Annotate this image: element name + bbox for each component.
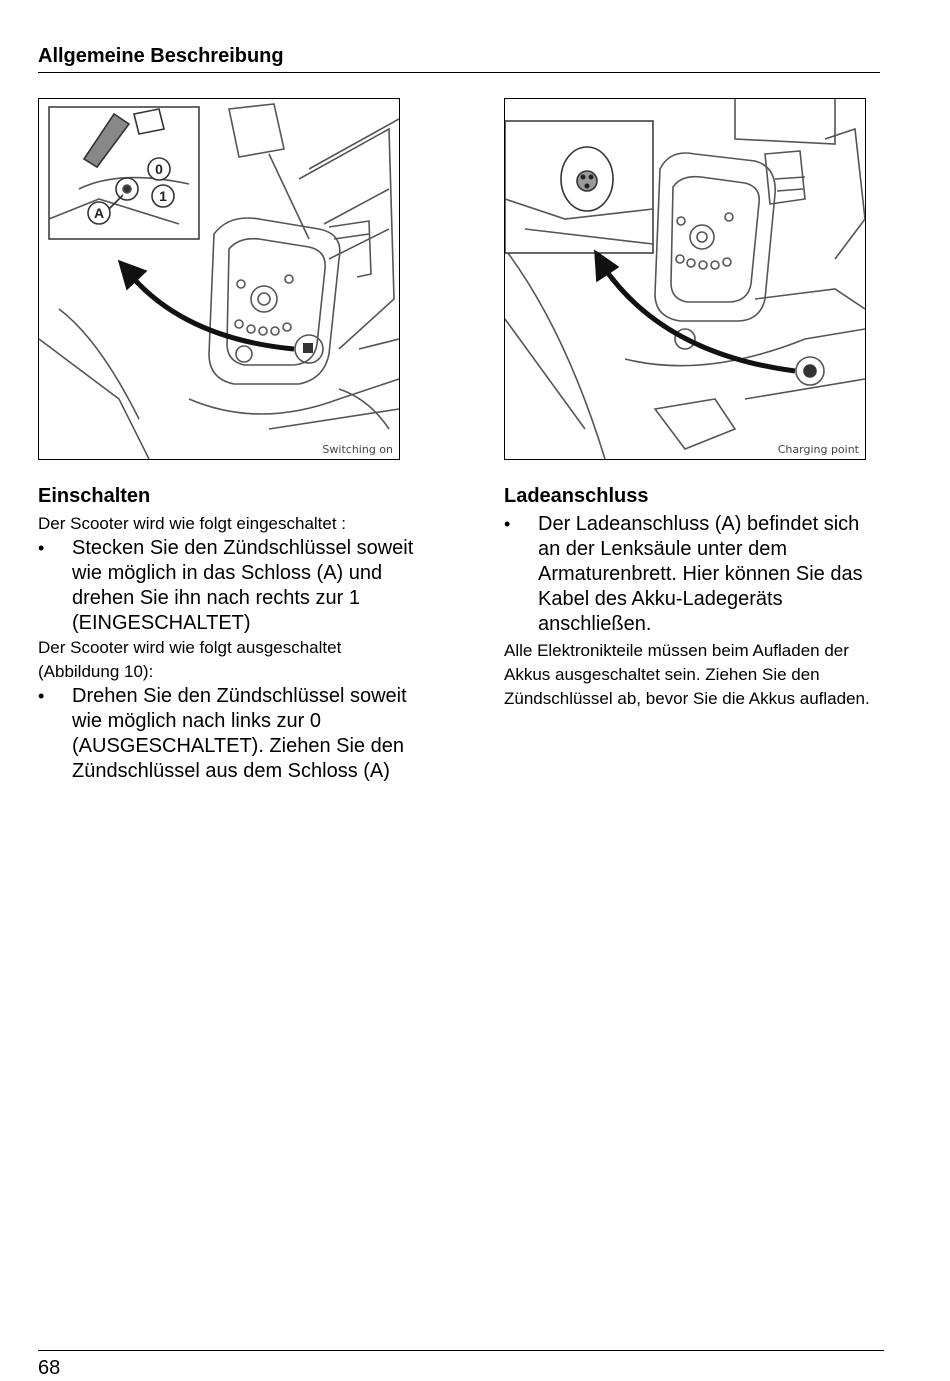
section-heading: Einschalten [38, 485, 151, 507]
einschalten-section [38, 484, 418, 784]
page-footer [38, 1350, 884, 1379]
figure-caption: Switching on [322, 443, 393, 456]
switching-on-illustration [38, 98, 400, 460]
page-header [38, 44, 880, 73]
figure-caption: Charging point [777, 443, 859, 456]
switch-on-list [38, 536, 418, 636]
intro-switch-on: Der Scooter wird wie folgt eingeschaltet : [38, 514, 347, 533]
charging-list [504, 512, 884, 637]
section-heading: Ladeanschluss [504, 485, 649, 507]
inset-label-a: A [93, 205, 105, 221]
ladeanschluss-section [504, 484, 884, 711]
charging-step: • Der Ladeanschluss (A) befindet sich an der Lenksäule unter dem Armaturenbrett. Hier können Sie das Kabel des Akku-Ladegeräts anschließen. [504, 512, 884, 637]
switch-off-list [38, 684, 418, 784]
section-title: Allgemeine Beschreibung [38, 45, 284, 67]
charging-note: Alle Elektronikteile müssen beim Aufladen der Akkus ausgeschaltet sein. Ziehen Sie den Zündschlüssel ab, bevor Sie die Akkus aufladen. [504, 641, 870, 708]
scooter-charging-drawing [505, 99, 865, 459]
inset-label-1: 1 [159, 188, 167, 204]
charging-point-illustration [504, 98, 866, 460]
inset-label-0: 0 [155, 161, 163, 177]
switch-off-step: • Drehen Sie den Zündschlüssel soweit wie möglich nach links zur 0 (AUSGESCHALTET). Ziehen Sie den Zündschlüssel aus dem Schloss (A) [38, 684, 418, 784]
page-number: 68 [38, 1357, 61, 1379]
scooter-ignition-drawing [39, 99, 399, 459]
intro-switch-off: Der Scooter wird wie folgt ausgeschaltet (Abbildung 10): [38, 638, 342, 681]
switch-on-step: • Stecken Sie den Zündschlüssel soweit wie möglich in das Schloss (A) und drehen Sie ihn nach rechts zur 1 (EINGESCHALTET) [38, 536, 418, 636]
